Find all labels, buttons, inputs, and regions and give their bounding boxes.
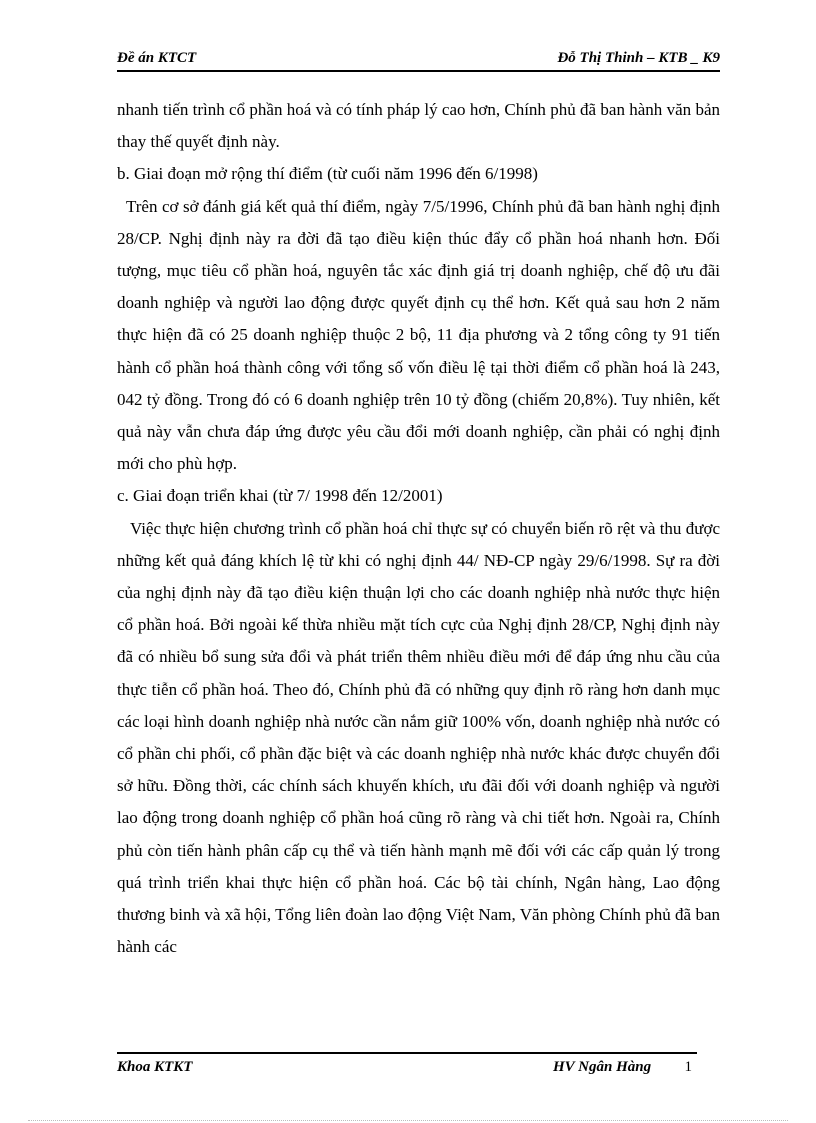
section-heading-c: c. Giai đoạn triển khai (từ 7/ 1998 đến 12/2001) <box>117 486 443 506</box>
header-right-author: Đỗ Thị Thinh – KTB _ K9 <box>557 50 720 66</box>
page-footer <box>117 1052 697 1078</box>
page-number: 1 <box>684 1059 692 1075</box>
page-bottom-dotted-rule <box>28 1120 788 1121</box>
section-heading-b: b. Giai đoạn mở rộng thí điểm (từ cuối năm 1996 đến 6/1998) <box>117 164 538 184</box>
header-left-title: Đề án KTCT <box>117 50 197 66</box>
footer-faculty: Khoa KTKT <box>117 1059 193 1075</box>
body-text <box>117 94 725 963</box>
paragraph-continuation: nhanh tiến trình cổ phần hoá và có tính pháp lý cao hơn, Chính phủ đã ban hành văn bản thay thế quyết định này. <box>117 100 720 152</box>
page-header <box>117 48 720 72</box>
paragraph-c-content: Việc thực hiện chương trình cổ phần hoá chỉ thực sự có chuyển biến rõ rệt và thu được những kết quả đáng khích lệ từ khi có nghị định 44/ NĐ-CP ngày 29/6/1998. Sự ra đời của nghị định này đã tạo điều kiện thuận lợi cho các doanh nghiệp nhà nước thực hiện cổ phần hoá. Bởi ngoài kế thừa nhiều mặt tích cực của Nghị định 28/CP, Nghị định này đã có nhiều bổ sung sửa đổi và phát triển thêm nhiều điều mới để đáp ứng nhu cầu của thực tiễn cổ phần hoá. Theo đó, Chính phủ đã có những quy định rõ ràng hơn danh mục các loại hình doanh nghiệp nhà nước cần nắm giữ 100% vốn, doanh nghiệp nhà nước có cổ phần chi phối, cổ phần đặc biệt và các doanh nghiệp nhà nước khác được chuyển đổi sở hữu. Đồng thời, các chính sách khuyến khích, ưu đãi đối với doanh nghiệp và người lao động trong doanh nghiệp cổ phần hoá cũng rõ ràng và chi tiết hơn. Ngoài ra, Chính phủ còn tiến hành phân cấp cụ thể và tiến hành mạnh mẽ đối với các cấp quản lý trong quá trình triển khai thực hiện cổ phần hoá. Các bộ tài chính, Ngân hàng, Lao động thương binh và xã hội, Tổng liên đoàn lao động Việt Nam, Văn phòng Chính phủ đã ban hành các <box>117 518 725 957</box>
footer-institution: HV Ngân Hàng <box>553 1059 652 1075</box>
paragraph-b-content: Trên cơ sở đánh giá kết quả thí điểm, ngày 7/5/1996, Chính phủ đã ban hành nghị định 28/CP. Nghị định này ra đời đã tạo điều kiện thúc đẩy cổ phần hoá nhanh hơn. Đối tượng, mục tiêu cổ phần hoá, nguyên tắc xác định giá trị doanh nghiệp, chế độ ưu đãi doanh nghiệp và người lao động được quyết định cụ thể hơn. Kết quả sau hơn 2 năm thực hiện đã có 25 doanh nghiệp thuộc 2 bộ, 11 địa phương và 2 tổng công ty 91 tiến hành cổ phần hoá thành công với tổng số vốn điều lệ tại thời điểm cổ phần hoá là 243, 042 tỷ đồng. Trong đó có 6 doanh nghiệp trên 10 tỷ đồng (chiếm 20,8%). Tuy nhiên, kết quả này vẫn chưa đáp ứng được yêu cầu đổi mới doanh nghiệp, cần phải có nghị định mới cho phù hợp. <box>117 196 725 474</box>
